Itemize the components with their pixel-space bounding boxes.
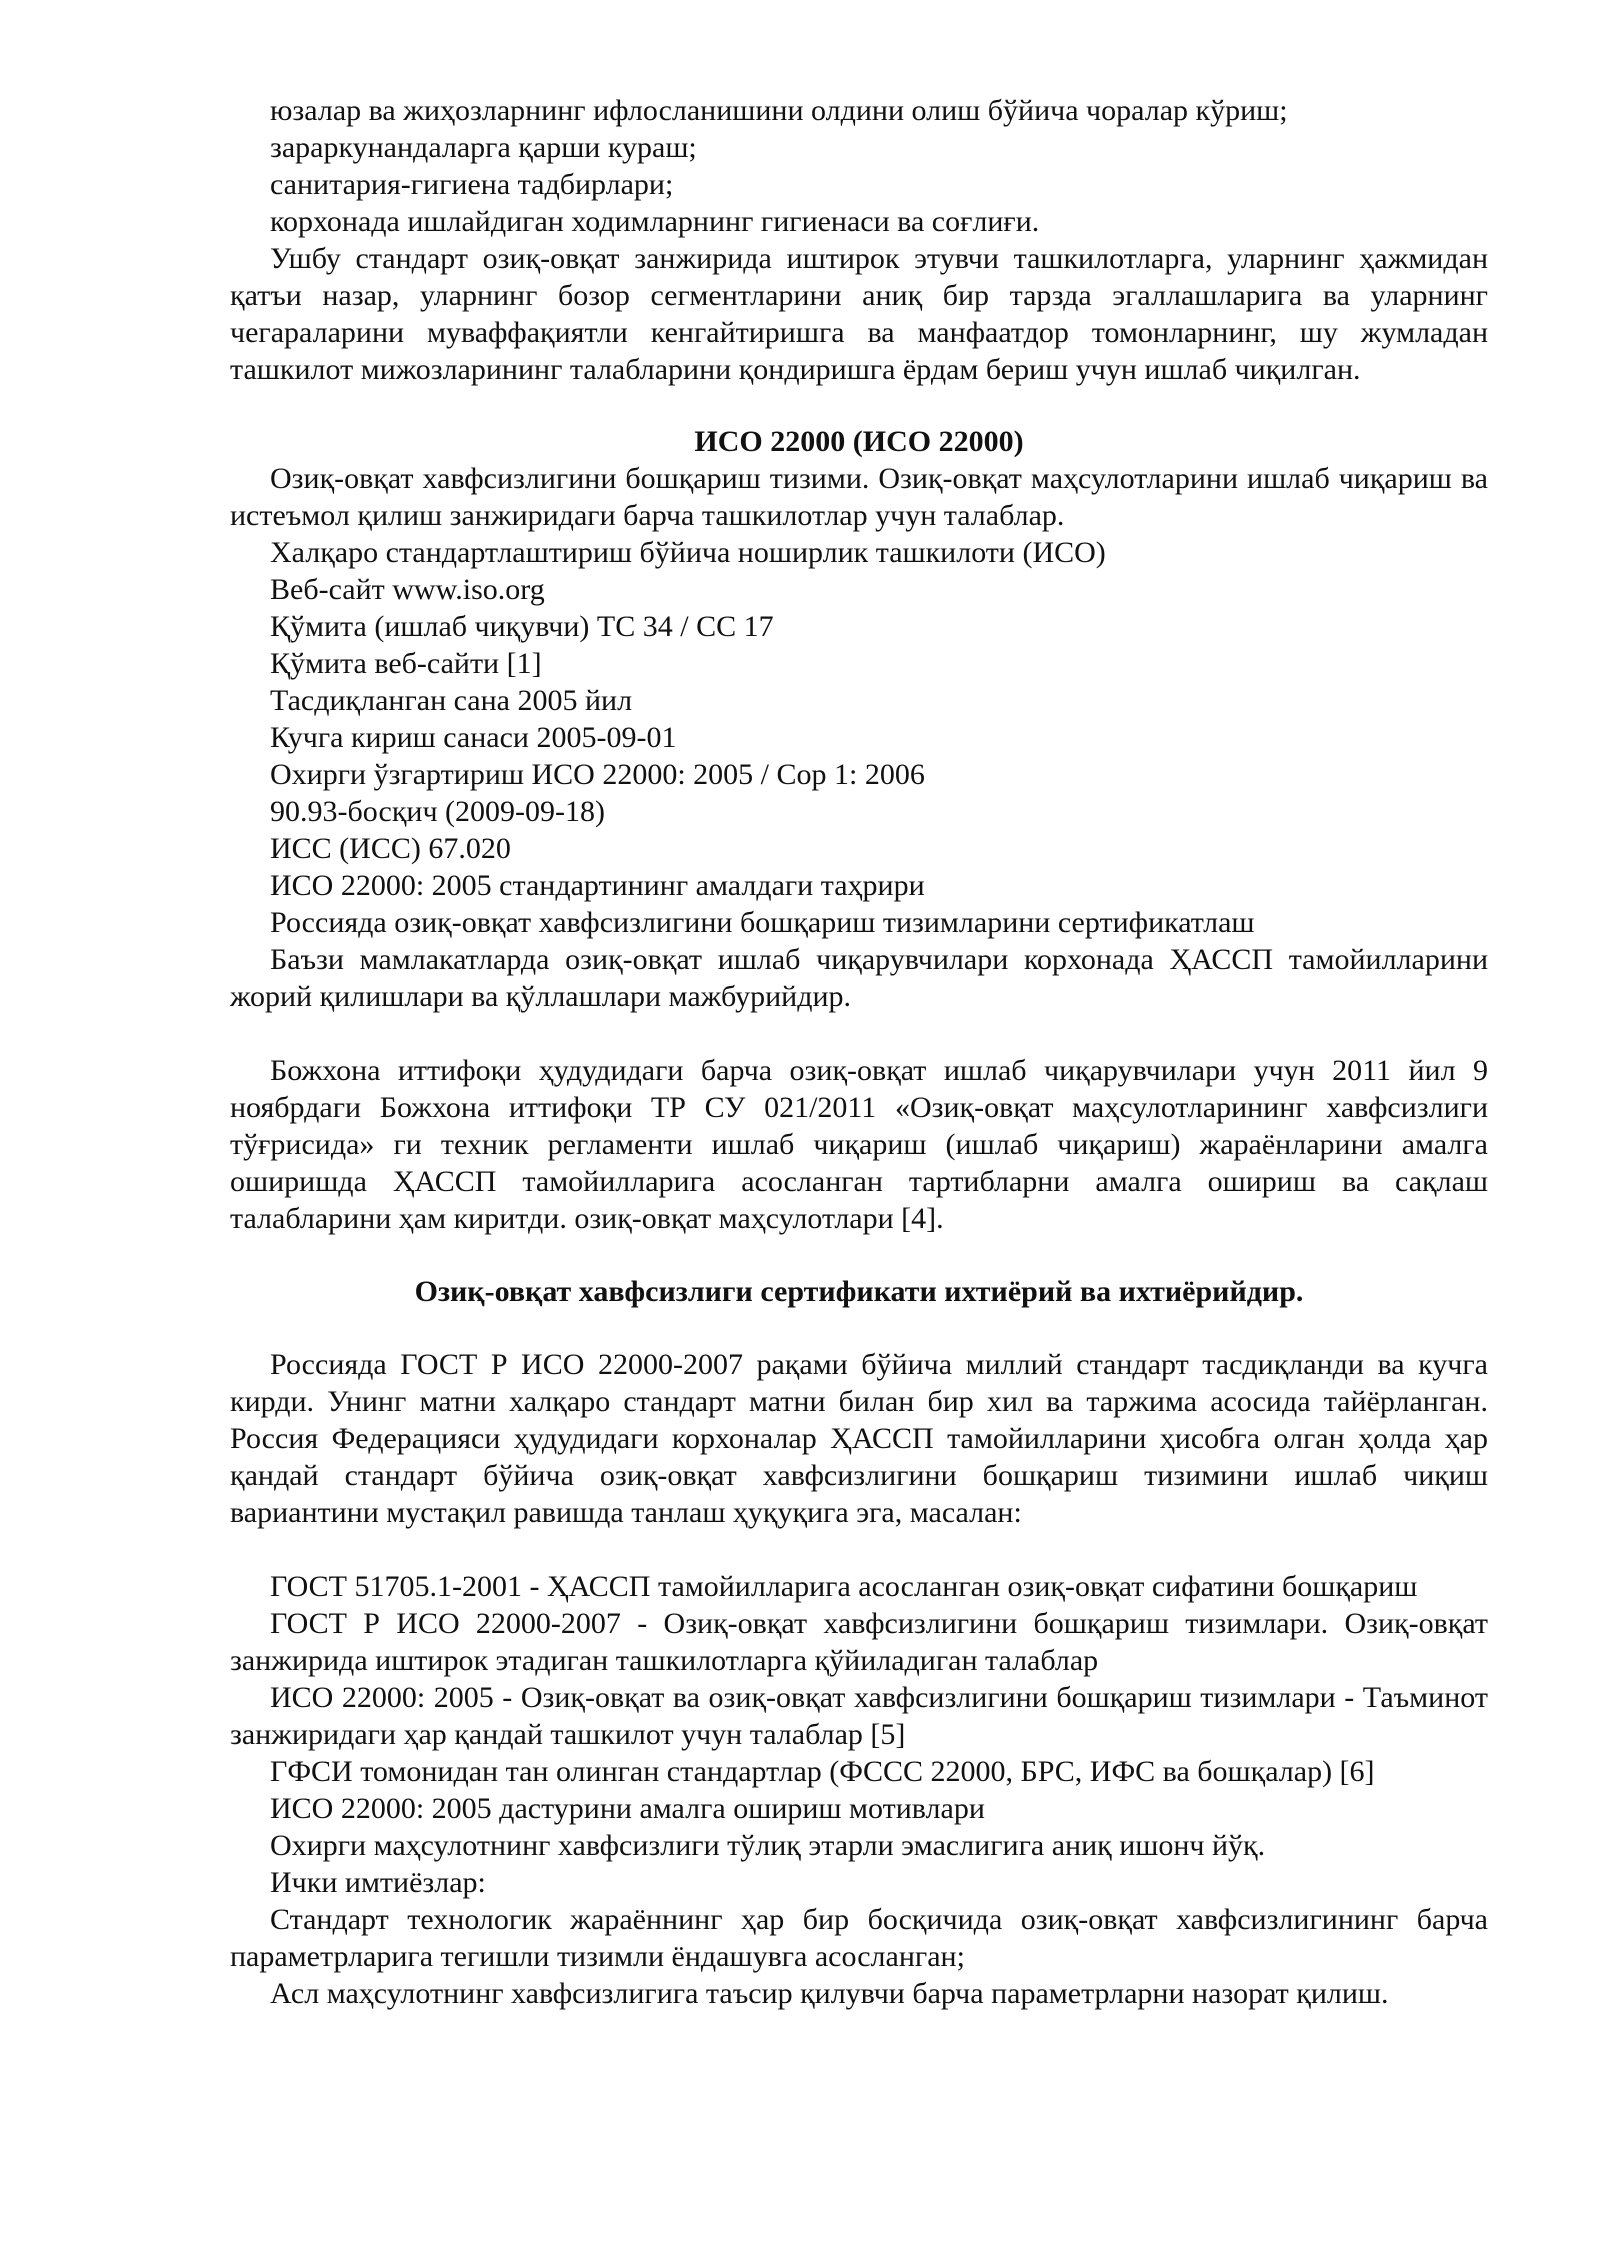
list-item: Ички имтиёзлар: bbox=[270, 1866, 486, 1899]
customs-paragraph: Божхона иттифоқи ҳудудидаги барча озиқ-овқат ишлаб чиқарувчилари учун 2011 йил 9 ноябрдаги Божхона иттифоқи ТР СУ 021/2011 «Озиқ-овқат маҳсулотларининг хавфсизлиги тўғрисида» ги техник регламенти ишлаб чиқариш (ишлаб чиқариш) жараёнларини амалга оширишда ҲАССП тамойилларига асосланган тартибларни амалга ошириш ва сақлаш талабларини ҳам киритди. озиқ-овқат маҳсулотлари [4]. bbox=[230, 1054, 1488, 1235]
list-item: Кучга кириш санаси 2005-09-01 bbox=[270, 721, 677, 754]
list-item: ИСО 22000: 2005 стандартининг амалдаги таҳрири bbox=[270, 869, 925, 902]
list-item: зараркунандаларга қарши кураш; bbox=[270, 131, 697, 164]
list-item: ГОСТ Р ИСО 22000-2007 - Озиқ-овқат хавфсизлигини бошқариш тизимлари. Озиқ-овқат занжирида иштирок этадиган ташкилотларга қўйиладиган талаблар bbox=[230, 1607, 1488, 1677]
list-item: ГФСИ томонидан тан олинган стандартлар (ФССС 22000, БРС, ИФС ва бошқалар) [6] bbox=[270, 1755, 1375, 1788]
spacer bbox=[230, 1531, 1488, 1568]
document-page bbox=[230, 92, 1488, 2012]
list-item: юзалар ва жиҳозларнинг ифлосланишини олдини олиш бўйича чоралар кўриш; bbox=[270, 94, 1288, 127]
intro-paragraph: Ушбу стандарт озиқ-овқат занжирида иштирок этувчи ташкилотларга, уларнинг ҳажмидан қатъи назар, уларнинг бозор сегментларини аниқ бир тарзда эгаллашларига ва уларнинг чегараларини муваффақиятли кенгайтиришга ва манфаатдор томонларнинг, шу жумладан ташкилот мижозларининг талабларини қондиришга ёрдам бериш учун ишлаб чиқилган. bbox=[230, 242, 1488, 386]
list-item: санитария-гигиена тадбирлари; bbox=[270, 168, 674, 201]
list-item: ГОСТ 51705.1-2001 - ҲАССП тамойилларига асосланган озиқ-овқат сифатини бошқариш bbox=[270, 1570, 1418, 1603]
list-item: Тасдиқланган сана 2005 йил bbox=[270, 684, 633, 717]
list-item: корхонада ишлайдиган ходимларнинг гигиенаси ва соғлиғи. bbox=[270, 205, 1040, 238]
spacer bbox=[230, 1015, 1488, 1052]
russia-paragraph: Россияда ГОСТ Р ИСО 22000-2007 рақами бўйича миллий стандарт тасдиқланди ва кучга кирди. Унинг матни халқаро стандарт матни билан бир хил ва таржима асосида тайёрланган. Россия Федерацияси ҳудудидаги корхоналар ҲАССП тамойилларини ҳисобга олган ҳолда ҳар қандай стандарт бўйича озиқ-овқат хавфсизлигини бошқариш тизимини ишлаб чиқиш вариантини мустақил равишда танлаш ҳуқуқига эга, масалан: bbox=[230, 1348, 1488, 1529]
paragraph: Баъзи мамлакатларда озиқ-овқат ишлаб чиқарувчилари корхонада ҲАССП тамойилларини жорий қилишлари ва қўллашлари мажбурийдир. bbox=[230, 943, 1488, 1013]
list-item: ИСО 22000: 2005 дастурини амалга ошириш мотивлари bbox=[270, 1792, 985, 1825]
list-item: ИСС (ИСС) 67.020 bbox=[270, 832, 511, 865]
spacer bbox=[230, 388, 1488, 423]
spacer bbox=[230, 1237, 1488, 1273]
paragraph: Озиқ-овқат хавфсизлигини бошқариш тизими. Озиқ-овқат маҳсулотларини ишлаб чиқариш ва истеъмол қилиш занжиридаги барча ташкилотлар учун талаблар. bbox=[230, 462, 1488, 532]
list-item: Стандарт технологик жараённинг ҳар бир босқичида озиқ-овқат хавфсизлигининг барча параметрларига тегишли тизимли ёндашувга асосланган; bbox=[230, 1903, 1488, 1973]
list-item: 90.93-босқич (2009-09-18) bbox=[270, 795, 605, 828]
list-item: Охирги ўзгартириш ИСО 22000: 2005 / Cор 1: 2006 bbox=[270, 758, 925, 791]
list-item: Халқаро стандартлаштириш бўйича ноширлик ташкилоти (ИСО) bbox=[270, 536, 1106, 569]
section-title-certificate: Озиқ-овқат хавфсизлиги сертификати ихтиёрий ва ихтиёрийдир. bbox=[414, 1275, 1304, 1308]
list-item: Асл маҳсулотнинг хавфсизлигига таъсир қилувчи барча параметрларни назорат қилиш. bbox=[270, 1977, 1389, 2010]
list-item: Россияда озиқ-овқат хавфсизлигини бошқариш тизимларини сертификатлаш bbox=[270, 906, 1255, 939]
section-title-iso: ИСО 22000 (ИСО 22000) bbox=[694, 425, 1024, 458]
list-item: ИСО 22000: 2005 - Озиқ-овқат ва озиқ-овқат хавфсизлигини бошқариш тизимлари - Таъминот занжиридаги ҳар қандай ташкилот учун талаблар [5] bbox=[230, 1681, 1488, 1751]
list-item: Охирги маҳсулотнинг хавфсизлиги тўлиқ этарли эмаслигига аниқ ишонч йўқ. bbox=[270, 1829, 1266, 1862]
list-item: Веб-сайт www.iso.org bbox=[270, 573, 545, 606]
list-item: Қўмита веб-сайти [1] bbox=[270, 647, 542, 680]
list-item: Қўмита (ишлаб чиқувчи) ТС 34 / СС 17 bbox=[270, 610, 774, 643]
spacer bbox=[230, 1310, 1488, 1346]
